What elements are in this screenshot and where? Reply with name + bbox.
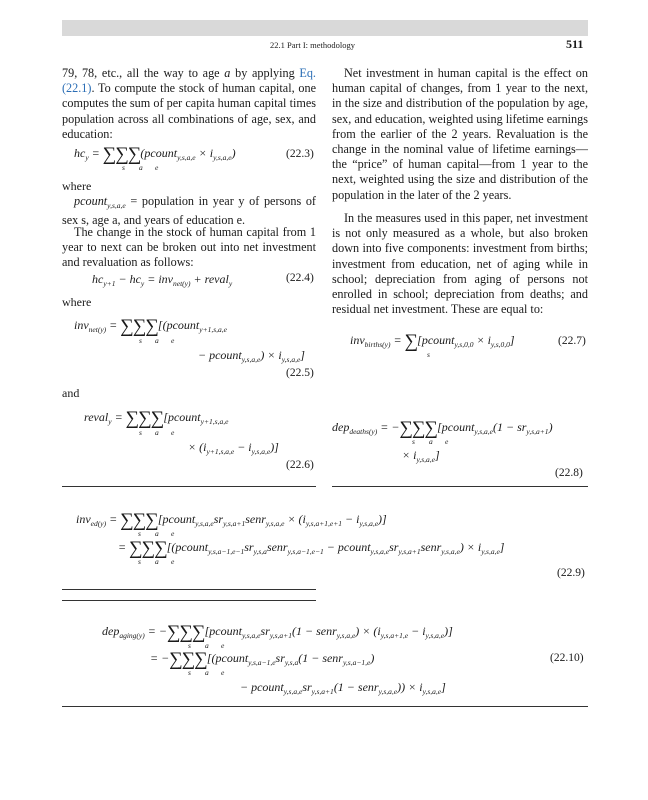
where-label: where (62, 179, 92, 193)
equation-22-9-line-2: = $\sum\sum\sum[(pcount_{y,s,a-1,e-1}sr_{y,s,a}senr_{y,s,a-1,e-1}$ − $pcount_{y,s,a,e}sr_{y,s,a+1}senr_{y,s,a,e}) \times i_{y,s,a,e}$] (118, 538, 505, 559)
right-paragraph-1: Net investment in human capital is the effect on human capital of changes, from 1 year to the next, in the size and distribution of the population by age, sex, and education, weighted using lifetime earnings from the earlier of the 2 years. Revaluation is the change in the nominal value of lifetime earnings—the “price” of human capital—from 1 year to the next, weighted using the size and distribution of the population in the later of the 2 years. (332, 66, 588, 202)
equation-22-7: inv$_{births(y)}$ = ∑[pcount$_{y,s,0,0}$ × $i_{y,s,0,0}$] (350, 331, 515, 352)
equation-number-22-4: (22.4) (286, 272, 314, 284)
equation-link[interactable]: Eq. (22.1) (62, 66, 316, 96)
sum-index-e: e (221, 641, 225, 650)
sum-index-e: e (171, 336, 175, 345)
sum-index-a: a (155, 336, 159, 345)
equation-22-3: $hc_y$ = ∑∑∑(pcount$_{y,s,a,e}$ × $i_{y,s,a,e}$) (74, 144, 236, 165)
right-rule (332, 486, 588, 487)
equation-number-22-10: (22.10) (550, 652, 584, 664)
left-paragraph-1: 79, 78, etc., all the way to age a by applying Eq. (22.1). To compute the stock of human capital, one computes the sum of per capita human capital times population across all combinations of age, sex, and education: (62, 66, 316, 141)
sum-index-a: a (205, 641, 209, 650)
left-rule-2 (62, 589, 316, 590)
sum-index-s: s (122, 163, 125, 172)
equation-22-5-line-2: − pcount$_{y,s,a,e}$) × $i_{y,s,a,e}$] (198, 348, 305, 364)
equation-22-10-line-2: = $-\sum\sum\sum[(pcount_{y,s,a-1,e}sr_{y,s,a}(1$ − senr$_{y,s,a-1,e}$) (150, 649, 375, 670)
where-label-2: where (62, 295, 92, 309)
sum-index-s: s (188, 668, 191, 677)
header-bar (62, 20, 588, 36)
sum-index-e: e (221, 668, 225, 677)
sum-index-s: s (139, 428, 142, 437)
sum-index-s: s (138, 529, 141, 538)
equation-number-22-5: (22.5) (286, 367, 314, 379)
left-paragraph-2: The change in the stock of human capital from 1 year to next can be broken out into net investment and revaluation as follows: (62, 225, 316, 270)
bottom-rule (62, 706, 588, 707)
equation-22-5-line-1: inv$_{net(y)}$ = ∑∑∑[(pcount$_{y+1,s,a,e}$ (74, 316, 228, 337)
and-label: and (62, 386, 80, 400)
equation-22-8-line-1: dep$_{deaths(y)}$ = −∑∑∑[pcount$_{y,s,a,e}$(1 − $sr_{y,s,a+1}$) (332, 418, 553, 439)
equation-22-10-line-3: − $pcount_{y,s,a,e}sr_{y,s,a+1}(1$ − senr$_{y,s,a,e}$)) × $i_{y,s,a,e}$] (240, 680, 446, 696)
equation-22-9-line-1: $inv_{ed(y)} = \sum\sum\sum[pcount_{y,s,a,e}sr_{y,s,a+1}senr_{y,s,a,e} \times (i_{y,s,a+1,e+1} - i_{y,s,a,e})]$ (76, 510, 387, 531)
sum-index-e: e (171, 428, 175, 437)
equation-22-8-line-2: × $i_{y,s,a,e}$] (402, 448, 440, 464)
right-paragraph-2: In the measures used in this paper, net investment is not only measured as a whole, but also broken down into five components: investment from births; investment from education, net of aging while in school; depreciation from aging of persons not enrolled in school; depreciation from deaths; and residual net investment. These are equal to: (332, 211, 588, 317)
left-rule-3 (62, 600, 316, 601)
sum-index-s: s (188, 641, 191, 650)
equation-number-22-9: (22.9) (557, 567, 585, 579)
page-number: 511 (566, 37, 584, 51)
sum-index-s: s (427, 350, 430, 359)
sum-index-a: a (155, 557, 159, 566)
sum-index-a: a (139, 163, 143, 172)
sum-index-a: a (205, 668, 209, 677)
sum-index-a: a (429, 437, 433, 446)
sum-index-e: e (171, 529, 175, 538)
equation-number-22-7: (22.7) (558, 335, 586, 347)
equation-22-6-line-2: × $(i_{y+1,s,a,e} - i_{y,s,a,e})$] (188, 440, 279, 456)
sum-index-e: e (445, 437, 449, 446)
left-rule (62, 486, 316, 487)
sum-index-s: s (139, 336, 142, 345)
equation-number-22-8: (22.8) (555, 467, 583, 479)
equation-22-6-line-1: reval$_y$ = ∑∑∑[pcount$_{y+1,s,a,e}$ (84, 408, 229, 429)
pcount-definition: pcount$_{y,s,a,e}$ = population in year y of persons of sex s, age a, and years of education e. (62, 194, 316, 228)
sum-index-e: e (171, 557, 175, 566)
equation-number-22-6: (22.6) (286, 459, 314, 471)
sum-index-s: s (138, 557, 141, 566)
equation-number-22-3: (22.3) (286, 148, 314, 160)
sum-index-a: a (155, 529, 159, 538)
sum-index-a: a (155, 428, 159, 437)
running-head: 22.1 Part I: methodology (270, 40, 355, 50)
sum-index-s: s (412, 437, 415, 446)
sum-index-e: e (155, 163, 159, 172)
equation-22-10-line-1: $dep_{aging(y)} = -\sum\sum\sum[pcount_{y,s,a,e}sr_{y,s,a+1}(1$ − senr$_{y,s,a,e}$) × $(i_{y,s,a+1,e} - i_{y,s,a,e})$] (102, 622, 453, 643)
equation-22-4: $hc_{y+1} - hc_y = inv_{net(y)}$ + reval$_y$ (92, 272, 233, 288)
